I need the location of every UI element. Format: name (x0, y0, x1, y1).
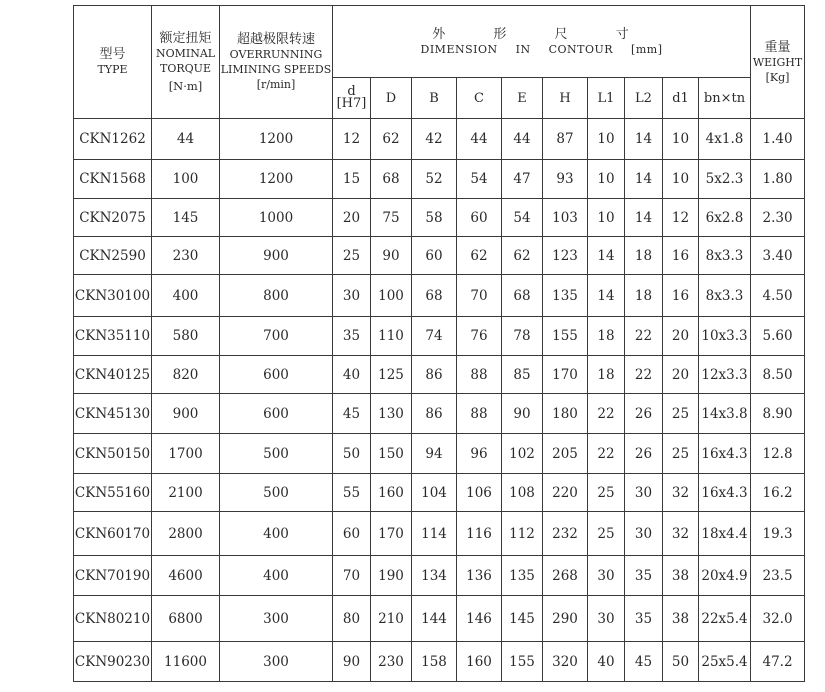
table-cell: 60 (457, 199, 502, 237)
table-cell: 230 (371, 642, 412, 682)
header-dim-col: B (412, 78, 457, 119)
table-cell: 54 (457, 160, 502, 199)
table-cell: 20 (663, 317, 699, 356)
table-cell: 4x1.8 (699, 119, 751, 160)
table-cell: 1000 (220, 199, 333, 237)
model-cell: CKN60170 (74, 512, 152, 556)
table-row (74, 474, 805, 512)
table-cell: 180 (543, 394, 588, 434)
table-cell: 25 (663, 394, 699, 434)
table-cell: 40 (588, 642, 625, 682)
table-cell: 114 (412, 512, 457, 556)
table-cell: 160 (457, 642, 502, 682)
table-cell: 54 (502, 199, 543, 237)
model-cell: CKN90230 (74, 642, 152, 682)
header-type (74, 6, 152, 119)
table-cell: 230 (152, 237, 220, 275)
table-cell: 45 (625, 642, 663, 682)
table-cell: 35 (625, 596, 663, 642)
table-cell: 1.80 (751, 160, 805, 199)
table-cell: 14 (625, 119, 663, 160)
table-cell: 12 (663, 199, 699, 237)
table-cell: 22x5.4 (699, 596, 751, 642)
table-cell: 290 (543, 596, 588, 642)
table-cell: 1200 (220, 160, 333, 199)
header-torque (152, 6, 220, 119)
table-cell: 90 (333, 642, 371, 682)
table-cell: 14 (588, 237, 625, 275)
table-cell: 86 (412, 356, 457, 394)
table-cell: 170 (543, 356, 588, 394)
table-cell: 30 (588, 596, 625, 642)
table-cell: 16x4.3 (699, 474, 751, 512)
table-cell: 85 (502, 356, 543, 394)
table-cell: 8x3.3 (699, 237, 751, 275)
table-cell: 210 (371, 596, 412, 642)
table-row (74, 556, 805, 596)
table-cell: 106 (457, 474, 502, 512)
table-cell: 38 (663, 596, 699, 642)
table-cell: 500 (220, 434, 333, 474)
header-dim-col: E (502, 78, 543, 119)
header-type-zh: 型号 (99, 47, 126, 62)
table-cell: 11600 (152, 642, 220, 682)
table-cell: 22 (625, 317, 663, 356)
table-cell: 10 (663, 119, 699, 160)
table-cell: 4600 (152, 556, 220, 596)
table-cell: 87 (543, 119, 588, 160)
header-speed-en: OVERRUNNING (229, 48, 323, 61)
table-row (74, 356, 805, 394)
model-cell: CKN2075 (74, 199, 152, 237)
table-cell: 12.8 (751, 434, 805, 474)
table-cell: 22 (588, 394, 625, 434)
header-dim-col: D (371, 78, 412, 119)
table-row (74, 199, 805, 237)
table-row (74, 512, 805, 556)
table-cell: 15 (333, 160, 371, 199)
model-cell: CKN1568 (74, 160, 152, 199)
table-cell: 62 (502, 237, 543, 275)
table-cell: 25 (333, 237, 371, 275)
spec-table (73, 5, 805, 682)
table-cell: 1200 (220, 119, 333, 160)
table-cell: 300 (220, 642, 333, 682)
table-cell: 400 (152, 275, 220, 317)
model-cell: CKN35110 (74, 317, 152, 356)
header-dim-col: d [H7] (333, 78, 371, 119)
table-cell: 14 (588, 275, 625, 317)
table-cell: 116 (457, 512, 502, 556)
table-cell: 47 (502, 160, 543, 199)
table-cell: 88 (457, 356, 502, 394)
table-cell: 26 (625, 434, 663, 474)
model-cell: CKN80210 (74, 596, 152, 642)
table-cell: 35 (625, 556, 663, 596)
header-dimension (333, 6, 751, 78)
table-cell: 146 (457, 596, 502, 642)
table-cell: 5x2.3 (699, 160, 751, 199)
table-cell: 6x2.8 (699, 199, 751, 237)
table-cell: 45 (333, 394, 371, 434)
table-cell: 6800 (152, 596, 220, 642)
table-row (74, 160, 805, 199)
table-cell: 50 (333, 434, 371, 474)
table-cell: 145 (502, 596, 543, 642)
header-torque-zh: 额定扭矩 (159, 30, 212, 46)
table-cell: 320 (543, 642, 588, 682)
table-cell: 88 (457, 394, 502, 434)
table-cell: 20 (333, 199, 371, 237)
header-torque-en2: TORQUE (160, 61, 211, 75)
table-cell: 2.30 (751, 199, 805, 237)
table-cell: 44 (152, 119, 220, 160)
table-cell: 70 (333, 556, 371, 596)
table-cell: 100 (371, 275, 412, 317)
table-cell: 16 (663, 237, 699, 275)
table-cell: 30 (625, 474, 663, 512)
table-cell: 232 (543, 512, 588, 556)
table-cell: 600 (220, 356, 333, 394)
model-cell: CKN45130 (74, 394, 152, 434)
table-cell: 8.90 (751, 394, 805, 434)
table-cell: 14 (625, 160, 663, 199)
table-cell: 108 (502, 474, 543, 512)
table-cell: 94 (412, 434, 457, 474)
header-dim-col: C (457, 78, 502, 119)
model-cell: CKN1262 (74, 119, 152, 160)
table-cell: 40 (333, 356, 371, 394)
table-row (74, 237, 805, 275)
table-cell: 158 (412, 642, 457, 682)
table-cell: 580 (152, 317, 220, 356)
header-dimension-zh: 外 形 尺 寸 (432, 26, 651, 42)
header-dimension-en: DIMENSION IN CONTOUR [mm] (420, 42, 663, 56)
table-cell: 268 (543, 556, 588, 596)
table-cell: 23.5 (751, 556, 805, 596)
table-cell: 220 (543, 474, 588, 512)
header-dim-col: L2 (625, 78, 663, 119)
table-cell: 44 (457, 119, 502, 160)
model-cell: CKN70190 (74, 556, 152, 596)
header-weight-zh: 重量 (764, 39, 791, 55)
table-cell: 90 (502, 394, 543, 434)
table-cell: 32 (663, 474, 699, 512)
header-dim-col: H (543, 78, 588, 119)
table-cell: 800 (220, 275, 333, 317)
table-cell: 18x4.4 (699, 512, 751, 556)
table-cell: 135 (543, 275, 588, 317)
table-cell: 400 (220, 512, 333, 556)
header-weight-en: WEIGHT (752, 55, 803, 69)
table-cell: 155 (502, 642, 543, 682)
table-cell: 68 (412, 275, 457, 317)
table-cell: 700 (220, 317, 333, 356)
table-cell: 19.3 (751, 512, 805, 556)
table-cell: 4.50 (751, 275, 805, 317)
table-cell: 10 (588, 199, 625, 237)
table-cell: 75 (371, 199, 412, 237)
table-cell: 130 (371, 394, 412, 434)
table-cell: 76 (457, 317, 502, 356)
table-cell: 400 (220, 556, 333, 596)
table-cell: 136 (457, 556, 502, 596)
table-cell: 70 (457, 275, 502, 317)
table-cell: 102 (502, 434, 543, 474)
table-body (74, 119, 805, 682)
table-cell: 2100 (152, 474, 220, 512)
table-cell: 16 (663, 275, 699, 317)
table-cell: 68 (502, 275, 543, 317)
header-torque-en: NOMINAL (155, 46, 216, 60)
table-cell: 12x3.3 (699, 356, 751, 394)
table-cell: 25 (663, 434, 699, 474)
table-cell: 25x5.4 (699, 642, 751, 682)
table-cell: 500 (220, 474, 333, 512)
table-cell: 32 (663, 512, 699, 556)
table-cell: 80 (333, 596, 371, 642)
table-cell: 30 (625, 512, 663, 556)
model-cell: CKN30100 (74, 275, 152, 317)
table-row (74, 119, 805, 160)
header-type-en: TYPE (97, 63, 128, 76)
table-cell: 10 (663, 160, 699, 199)
table-cell: 25 (588, 474, 625, 512)
table-cell: 145 (152, 199, 220, 237)
table-cell: 52 (412, 160, 457, 199)
table-row (74, 434, 805, 474)
table-cell: 144 (412, 596, 457, 642)
table-cell: 74 (412, 317, 457, 356)
table-cell: 170 (371, 512, 412, 556)
table-cell: 123 (543, 237, 588, 275)
table-cell: 60 (412, 237, 457, 275)
table-cell: 58 (412, 199, 457, 237)
table-cell: 3.40 (751, 237, 805, 275)
header-torque-unit: [N·m] (168, 78, 203, 93)
table-cell: 1700 (152, 434, 220, 474)
table-cell: 14 (625, 199, 663, 237)
table-cell: 62 (371, 119, 412, 160)
header-speed-unit: [r/min] (256, 78, 296, 91)
table-cell: 32.0 (751, 596, 805, 642)
table-cell: 18 (588, 356, 625, 394)
table-cell: 62 (457, 237, 502, 275)
table-cell: 26 (625, 394, 663, 434)
header-weight (751, 6, 805, 119)
table-cell: 150 (371, 434, 412, 474)
table-cell: 55 (333, 474, 371, 512)
model-cell: CKN2590 (74, 237, 152, 275)
table-row (74, 596, 805, 642)
table-cell: 10x3.3 (699, 317, 751, 356)
table-cell: 1.40 (751, 119, 805, 160)
table-cell: 155 (543, 317, 588, 356)
header-dim-col: L1 (588, 78, 625, 119)
header-speed-zh: 超越极限转速 (236, 32, 315, 47)
table-cell: 110 (371, 317, 412, 356)
table-cell: 2800 (152, 512, 220, 556)
table-cell: 90 (371, 237, 412, 275)
table-cell: 205 (543, 434, 588, 474)
table-cell: 900 (220, 237, 333, 275)
table-cell: 93 (543, 160, 588, 199)
table-cell: 12 (333, 119, 371, 160)
table-cell: 112 (502, 512, 543, 556)
model-cell: CKN40125 (74, 356, 152, 394)
table-cell: 8x3.3 (699, 275, 751, 317)
table-row (74, 394, 805, 434)
table-cell: 125 (371, 356, 412, 394)
table-cell: 14x3.8 (699, 394, 751, 434)
header-speed (220, 6, 333, 119)
model-cell: CKN50150 (74, 434, 152, 474)
model-cell: CKN55160 (74, 474, 152, 512)
table-cell: 25 (588, 512, 625, 556)
table-cell: 820 (152, 356, 220, 394)
table-cell: 35 (333, 317, 371, 356)
table-cell: 900 (152, 394, 220, 434)
table-cell: 22 (625, 356, 663, 394)
table-cell: 22 (588, 434, 625, 474)
table-row (74, 642, 805, 682)
table-cell: 16.2 (751, 474, 805, 512)
table-cell: 44 (502, 119, 543, 160)
table-cell: 30 (588, 556, 625, 596)
header-speed-en2: LIMINING SPEEDS (220, 63, 332, 76)
table-cell: 50 (663, 642, 699, 682)
table-cell: 60 (333, 512, 371, 556)
table-cell: 600 (220, 394, 333, 434)
table-cell: 96 (457, 434, 502, 474)
table-cell: 104 (412, 474, 457, 512)
table-cell: 78 (502, 317, 543, 356)
table-cell: 300 (220, 596, 333, 642)
table-cell: 47.2 (751, 642, 805, 682)
table-cell: 20 (663, 356, 699, 394)
table-cell: 8.50 (751, 356, 805, 394)
table-cell: 20x4.9 (699, 556, 751, 596)
table-cell: 68 (371, 160, 412, 199)
table-cell: 42 (412, 119, 457, 160)
header-dim-col: d1 (663, 78, 699, 119)
table-cell: 10 (588, 160, 625, 199)
table-cell: 86 (412, 394, 457, 434)
header-weight-unit: [Kg] (765, 70, 790, 84)
table-cell: 134 (412, 556, 457, 596)
table-cell: 10 (588, 119, 625, 160)
table-cell: 100 (152, 160, 220, 199)
table-cell: 5.60 (751, 317, 805, 356)
header-dim-col: bn×tn (699, 78, 751, 119)
table-cell: 103 (543, 199, 588, 237)
table-cell: 16x4.3 (699, 434, 751, 474)
table-cell: 160 (371, 474, 412, 512)
table-cell: 18 (625, 237, 663, 275)
table-row (74, 275, 805, 317)
table-cell: 18 (588, 317, 625, 356)
table-cell: 30 (333, 275, 371, 317)
table-cell: 135 (502, 556, 543, 596)
table-cell: 38 (663, 556, 699, 596)
table-row (74, 317, 805, 356)
table-cell: 190 (371, 556, 412, 596)
table-cell: 18 (625, 275, 663, 317)
